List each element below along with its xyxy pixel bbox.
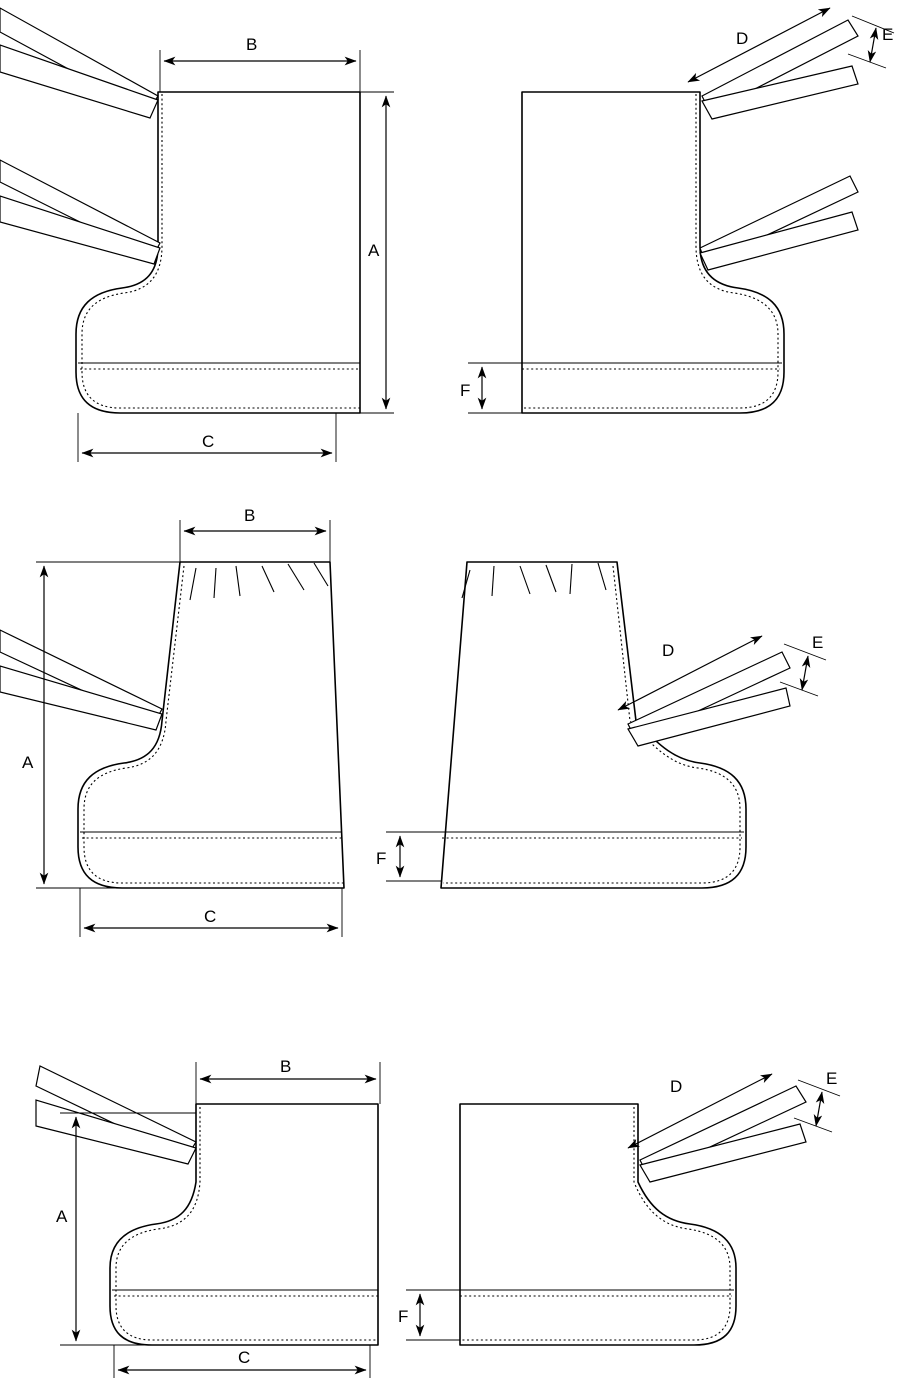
- dimension-F-bot-right: [398, 1290, 460, 1340]
- dimension-B-top-left: [160, 35, 360, 92]
- dimension-C-mid-left: [80, 888, 342, 937]
- needle-group-upper-top-right: [702, 20, 858, 119]
- label-B-bot-left: B: [280, 1057, 292, 1076]
- dimension-B-mid-left: [180, 506, 330, 562]
- needle-group-lower-top-right: [700, 176, 858, 270]
- label-C-bot-left: C: [238, 1348, 251, 1367]
- dimension-B-bot-left: [196, 1057, 380, 1104]
- needle-group-bot-left: [36, 1066, 196, 1164]
- figure-bot-right: [398, 1069, 840, 1345]
- label-D-mid-right: D: [662, 641, 675, 660]
- label-F-mid-right: F: [376, 849, 387, 868]
- label-E-top-right: E: [882, 25, 894, 44]
- figure-bot-left: [36, 1057, 380, 1378]
- dimension-F-mid-right: [376, 832, 441, 881]
- label-D-top-right: D: [736, 29, 749, 48]
- dimension-E-top-right: [848, 16, 894, 68]
- label-B-mid-left: B: [244, 506, 256, 525]
- label-C-mid-left: C: [204, 907, 217, 926]
- label-E-bot-right: E: [826, 1069, 838, 1088]
- figure-mid-right: [376, 562, 826, 888]
- figure-mid-left: [0, 506, 344, 937]
- needle-group-mid-right: [628, 652, 790, 746]
- dimension-C-bot-left: [114, 1345, 370, 1378]
- label-A-mid-left: A: [22, 753, 34, 772]
- dimension-A-top-left: [360, 92, 394, 413]
- garment-outline-mid-left: [78, 562, 344, 888]
- needle-group-upper-top-left: [0, 8, 158, 118]
- label-B-top-left: B: [246, 35, 258, 54]
- label-C-top-left: C: [202, 432, 215, 451]
- label-F-top-right: F: [460, 381, 471, 400]
- label-A-bot-left: A: [56, 1207, 68, 1226]
- dimension-C-top-left: [78, 413, 336, 462]
- needle-group-mid-left: [0, 630, 162, 730]
- figure-top-right: [460, 8, 894, 413]
- needle-group-bot-right: [640, 1086, 806, 1182]
- label-D-bot-right: D: [670, 1077, 683, 1096]
- label-A-top-left: A: [368, 241, 380, 260]
- label-F-bot-right: F: [398, 1307, 409, 1326]
- label-E-mid-right: E: [812, 633, 824, 652]
- figure-top-left: [0, 8, 394, 462]
- needle-group-lower-top-left: [0, 160, 160, 264]
- dimension-F-top-right: [460, 363, 522, 413]
